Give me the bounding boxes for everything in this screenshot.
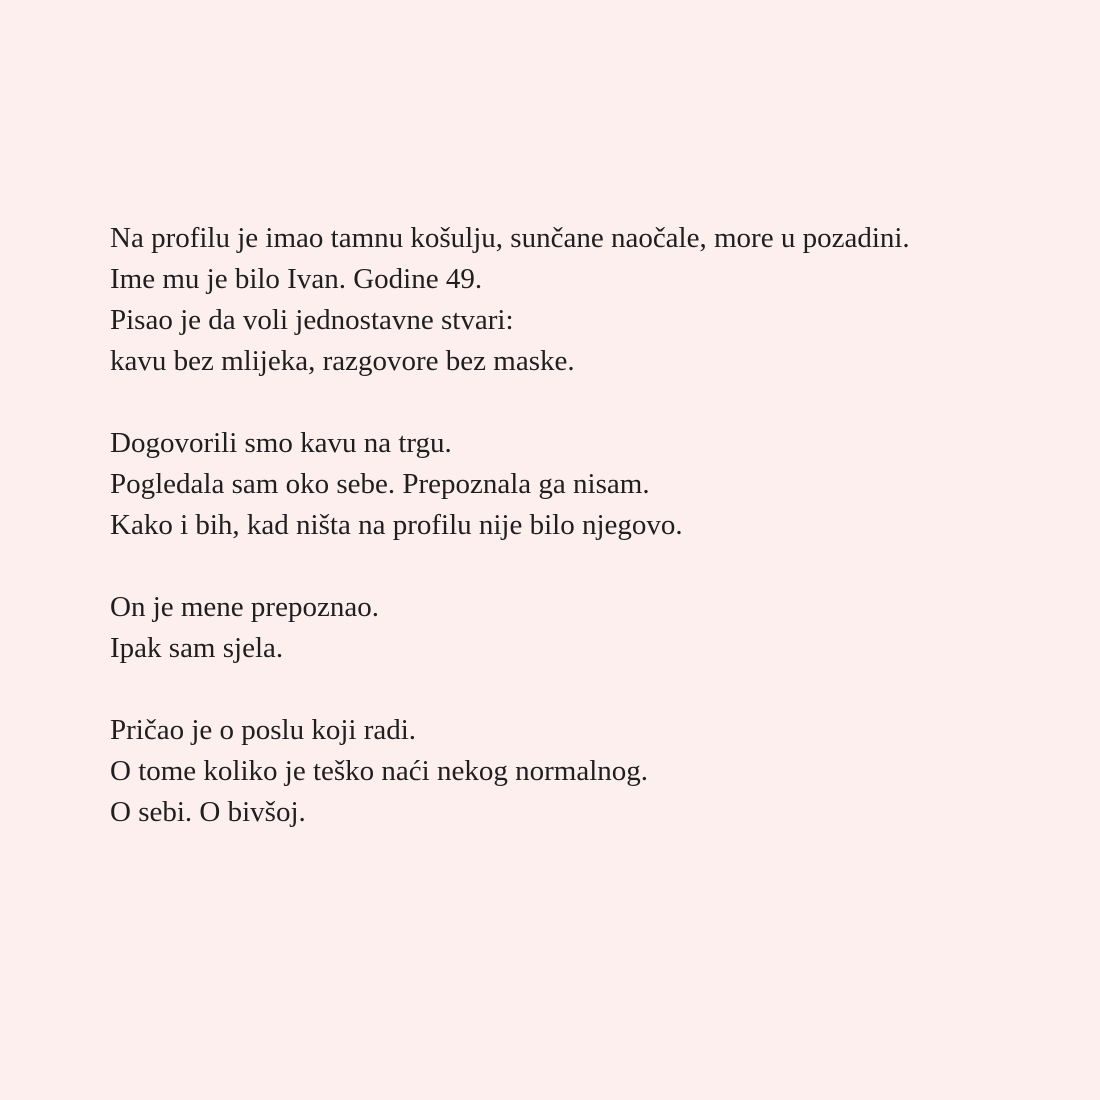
text-line: Dogovorili smo kavu na trgu. <box>110 427 452 459</box>
text-line: Pogledala sam oko sebe. Prepoznala ga nisam. <box>110 468 650 500</box>
text-line: Na profilu je imao tamnu košulju, sunčane naočale, more u pozadini. <box>110 222 910 254</box>
stanza-4 <box>110 710 1060 833</box>
text-line: kavu bez mlijeka, razgovore bez maske. <box>110 345 575 377</box>
text-line: O tome koliko je teško naći nekog normalnog. <box>110 755 649 787</box>
text-line: Pisao je da voli jednostavne stvari: <box>110 304 514 336</box>
text-line: Ipak sam sjela. <box>110 632 284 664</box>
text-line: O sebi. O bivšoj. <box>110 796 306 828</box>
stanza-3 <box>110 587 1060 669</box>
text-page <box>110 218 1060 874</box>
stanza-1 <box>110 218 1060 382</box>
text-line: Pričao je o poslu koji radi. <box>110 714 417 746</box>
stanza-2 <box>110 423 1060 546</box>
text-line: On je mene prepoznao. <box>110 591 379 623</box>
text-line: Kako i bih, kad ništa na profilu nije bilo njegovo. <box>110 509 683 541</box>
text-line: Ime mu je bilo Ivan. Godine 49. <box>110 263 483 295</box>
